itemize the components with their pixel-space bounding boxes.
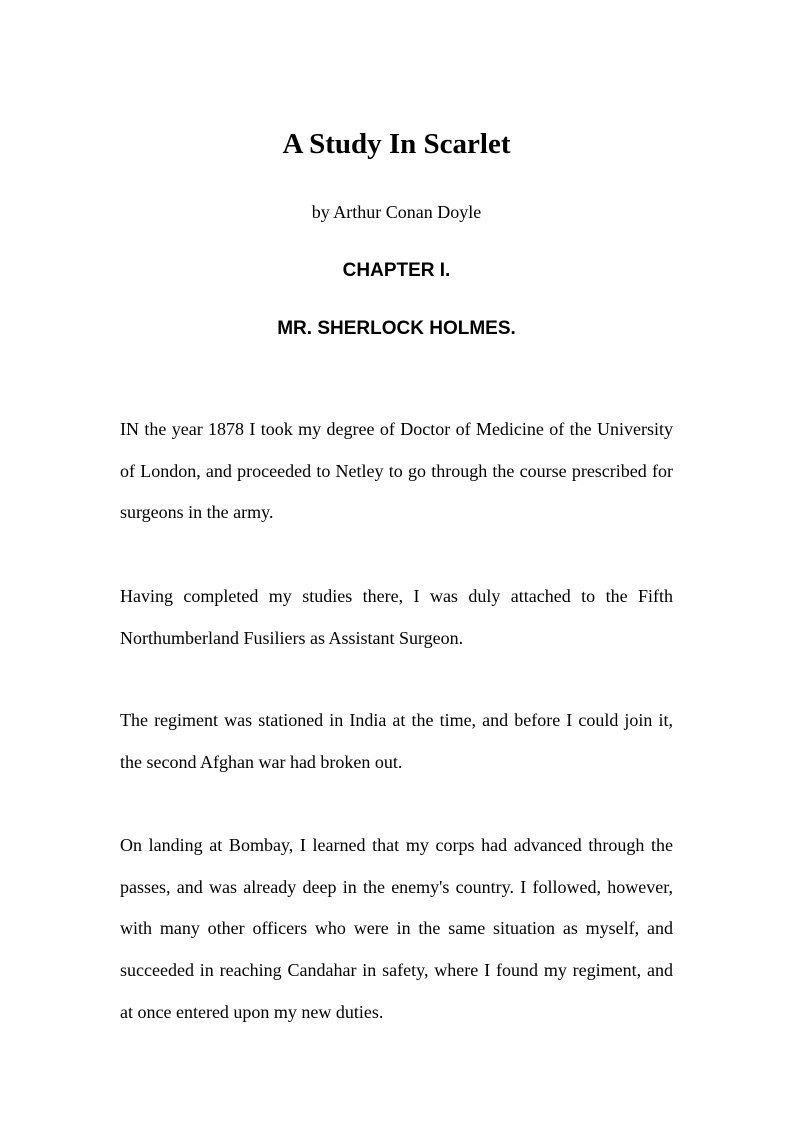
- paragraph-4: On landing at Bombay, I learned that my corps had advanced through the passes, and was already deep in the enemy's country. I followed, however, with many other officers who were in the same situation as myself, and succeeded in reaching Candahar in safety, where I found my regiment, and at once entered upon my new duties.: [120, 835, 673, 1022]
- paragraph-3: The regiment was stationed in India at the time, and before I could join it, the second Afghan war had broken out.: [120, 710, 673, 772]
- chapter-title: MR. SHERLOCK HOLMES.: [277, 318, 516, 339]
- book-author: by Arthur Conan Doyle: [311, 202, 482, 222]
- chapter-heading: CHAPTER I.: [342, 260, 451, 281]
- book-title: A Study In Scarlet: [282, 128, 511, 160]
- paragraph-1: IN the year 1878 I took my degree of Doctor of Medicine of the University of London, and proceeded to Netley to go through the course prescribed for surgeons in the army.: [120, 419, 673, 523]
- paragraph-2: Having completed my studies there, I was duly attached to the Fifth Northumberland Fusiliers as Assistant Surgeon.: [120, 586, 673, 648]
